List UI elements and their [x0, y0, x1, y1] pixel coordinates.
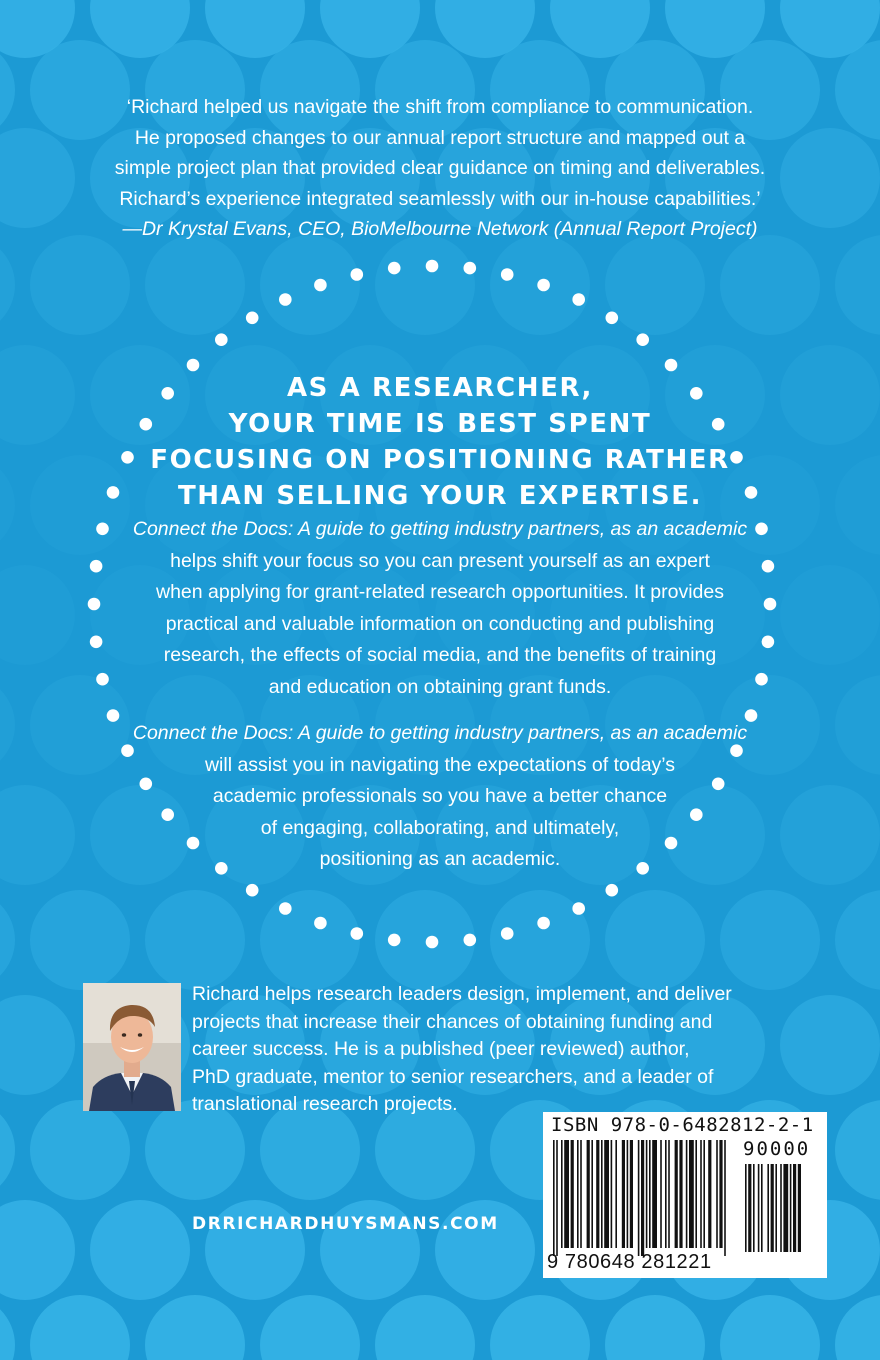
frame-dot [572, 293, 585, 306]
frame-dot [636, 333, 649, 346]
frame-dot [388, 262, 401, 275]
barcode-bar [675, 1140, 678, 1248]
paragraph-line: helps shift your focus so you can present yourself as an expert [170, 549, 710, 572]
barcode-bar [686, 1140, 688, 1248]
frame-dot [572, 902, 585, 915]
barcode-addon-bar [745, 1164, 747, 1252]
barcode-bar [630, 1140, 633, 1248]
barcode-addon-bar [748, 1164, 751, 1252]
barcode-addon-bar [775, 1164, 777, 1252]
barcode-bar [638, 1140, 640, 1256]
barcode-addon-bar [753, 1164, 755, 1252]
headline-line: AS A RESEARCHER, [286, 373, 594, 403]
barcode-addon-bar [758, 1164, 760, 1252]
barcode-bar [689, 1140, 694, 1248]
paragraph-line: will assist you in navigating the expectations of today’s [204, 753, 676, 776]
barcode-addon-bar [767, 1164, 769, 1252]
barcode-bar [649, 1140, 651, 1248]
frame-dot [314, 917, 327, 930]
barcode-bar [564, 1140, 569, 1248]
barcode-bar [571, 1140, 574, 1248]
barcode-bar [668, 1140, 670, 1248]
bio-line: translational research projects. [192, 1093, 458, 1115]
isbn-label: ISBN 978-0-6482812-2-1 [551, 1114, 814, 1136]
barcode-bar [553, 1140, 555, 1256]
frame-dot [279, 902, 292, 915]
barcode-bar [604, 1140, 609, 1248]
frame-dot [606, 312, 619, 325]
barcode-bar [641, 1140, 644, 1256]
frame-dot [426, 260, 439, 273]
barcode-bar [679, 1140, 682, 1248]
bio-line: Richard helps research leaders design, implement, and deliver [192, 983, 732, 1005]
quote-line: ‘Richard helped us navigate the shift from compliance to communication. [126, 96, 754, 118]
barcode-addon-bar [761, 1164, 763, 1252]
paragraph-line: and education on obtaining grant funds. [268, 675, 612, 698]
frame-dot [464, 262, 477, 275]
testimonial-quote [60, 92, 820, 245]
barcode-addon-bar [790, 1164, 792, 1252]
bio-line: projects that increase their chances of obtaining funding and [192, 1010, 713, 1033]
headline [100, 370, 780, 514]
barcode-addon-bar [793, 1164, 796, 1252]
barcode-bar [596, 1140, 599, 1248]
barcode-bar [700, 1140, 702, 1248]
frame-dot [351, 268, 364, 281]
frame-dot [351, 927, 364, 940]
headline-line: YOUR TIME IS BEST SPENT [228, 409, 652, 439]
barcode-bar [556, 1140, 558, 1256]
barcode-bar [622, 1140, 625, 1248]
barcode-bar [577, 1140, 579, 1248]
description-paragraph-2 [100, 718, 780, 876]
frame-dot [246, 884, 259, 897]
paragraph-line: of engaging, collaborating, and ultimately, [260, 816, 620, 839]
paragraph-line: when applying for grant-related research opportunities. It provides [156, 581, 724, 603]
author-bio [192, 981, 812, 1119]
frame-dot [537, 917, 550, 930]
barcode-addon-bar [780, 1164, 782, 1252]
barcode-bar [652, 1140, 657, 1248]
barcode-bar [660, 1140, 662, 1248]
quote-line: He proposed changes to our annual report structure and mapped out a [134, 126, 746, 149]
frame-dot [279, 293, 292, 306]
frame-dot [537, 279, 550, 292]
paragraph-line: research, the effects of social media, and the benefits of training [163, 644, 717, 666]
headline-line: FOCUSING ON POSITIONING RATHER [150, 445, 730, 475]
barcode-bar [587, 1140, 590, 1248]
ean-digits: 9 780648 281221 [547, 1251, 712, 1273]
quote-line: simple project plan that provided clear guidance on timing and deliverables. [114, 157, 766, 179]
price-code: 90000 [743, 1138, 811, 1160]
barcode-bar [646, 1140, 648, 1248]
paragraph-line: academic professionals so you have a better chance [212, 785, 668, 807]
frame-dot [88, 598, 101, 611]
frame-dot [606, 884, 619, 897]
author-photo [83, 983, 181, 1111]
frame-dot [501, 268, 514, 281]
barcode-addon-bar [771, 1164, 774, 1252]
barcode-addon-bar [798, 1164, 801, 1252]
barcode-bar [708, 1140, 711, 1248]
barcode-bar [719, 1140, 722, 1248]
frame-dot [426, 936, 439, 949]
bio-line: career success. He is a published (peer reviewed) author, [192, 1038, 690, 1060]
headline-line: THAN SELLING YOUR EXPERTISE. [177, 481, 703, 511]
quote-attribution: —Dr Krystal Evans, CEO, BioMelbourne Network (Annual Report Project) [122, 218, 758, 240]
frame-dot [464, 934, 477, 947]
barcode-bar [611, 1140, 613, 1248]
barcode-bar [703, 1140, 705, 1248]
description-paragraph-1 [100, 514, 780, 703]
barcode-bar [695, 1140, 697, 1248]
bio-line: PhD graduate, mentor to senior researchers, and a leader of [192, 1065, 714, 1088]
barcode-bar [580, 1140, 582, 1248]
frame-dot [388, 934, 401, 947]
barcode-bar [601, 1140, 603, 1248]
frame-dot [246, 312, 259, 325]
barcode-bar [724, 1140, 726, 1256]
paragraph-line: positioning as an academic. [319, 848, 561, 870]
frame-dot [314, 279, 327, 292]
paragraph-line: practical and valuable information on conducting and publishing [165, 612, 715, 635]
book-title: Connect the Docs: A guide to getting industry partners, as an academic [132, 722, 748, 744]
barcode-bar [615, 1140, 617, 1248]
website-url[interactable]: DRRICHARDHUYSMANS.COM [192, 1214, 499, 1234]
barcode-addon-bar [783, 1164, 788, 1252]
barcode-bar [627, 1140, 629, 1248]
isbn-barcode [543, 1112, 827, 1278]
quote-line: Richard’s experience integrated seamlessly with our in-house capabilities.’ [119, 187, 761, 210]
frame-dot [501, 927, 514, 940]
barcode-bar [665, 1140, 667, 1248]
barcode-bar [561, 1140, 563, 1248]
barcode-bar [716, 1140, 718, 1248]
frame-dot [215, 333, 228, 346]
barcode-bar [591, 1140, 593, 1248]
book-title: Connect the Docs: A guide to getting industry partners, as an academic [132, 518, 748, 540]
